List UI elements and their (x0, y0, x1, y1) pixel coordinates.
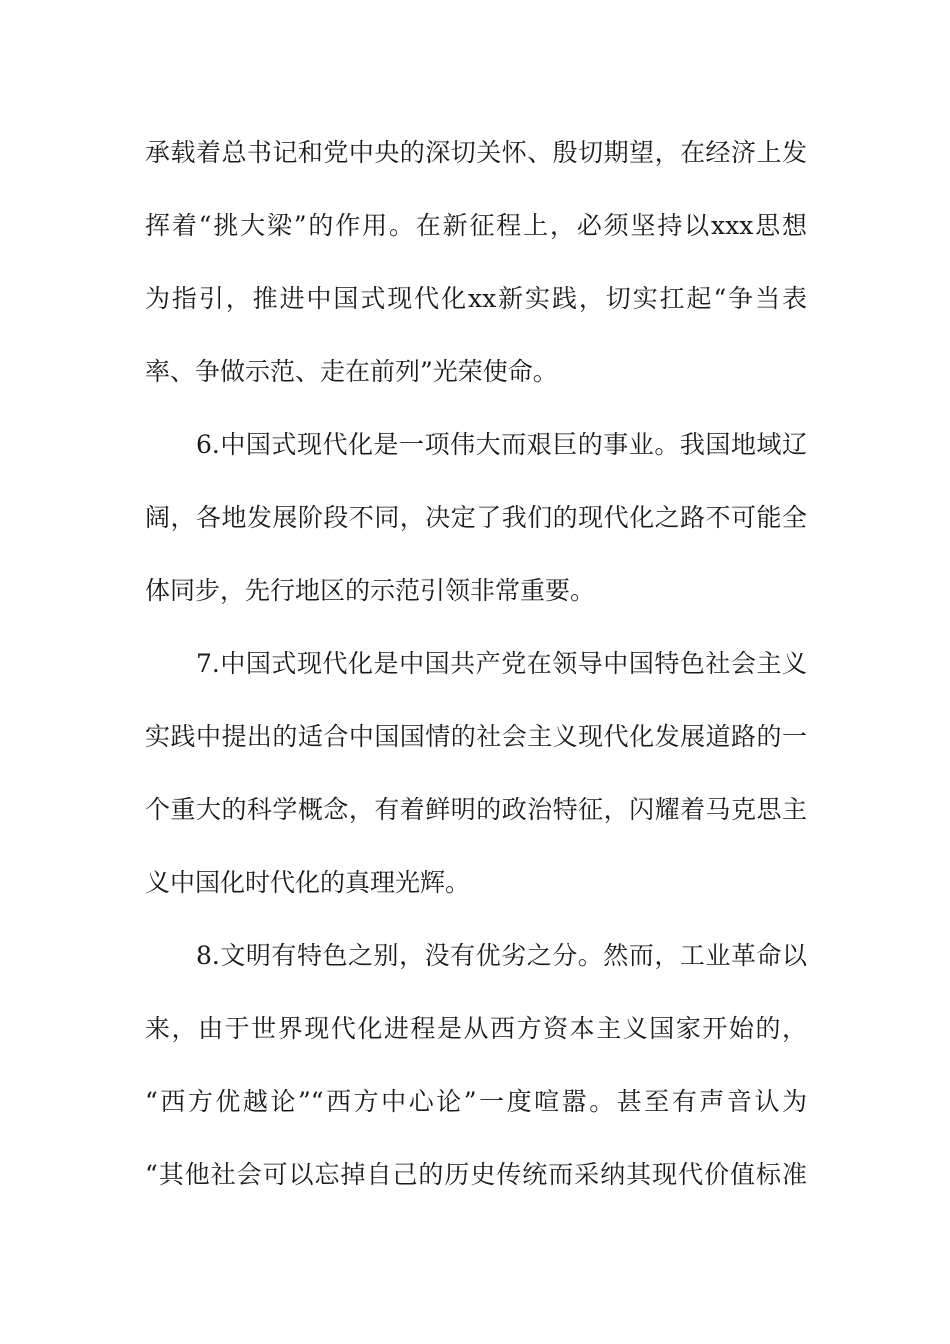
text-line: 为指引，推进中国式现代化xx新实践，切实扛起“争当表 (145, 284, 807, 313)
text-line: 来，由于世界现代化进程是从西方资本主义国家开始的， (145, 1014, 807, 1043)
paragraph-6-start: 6.中国式现代化是一项伟大而艰巨的事业。我国地域辽 (196, 430, 807, 459)
paragraph-8-start: 8.文明有特色之别，没有优劣之分。然而，工业革命以 (196, 941, 807, 970)
text-line: 实践中提出的适合中国国情的社会主义现代化发展道路的一 (145, 722, 807, 751)
text-line: 阔，各地发展阶段不同，决定了我们的现代化之路不可能全 (145, 503, 807, 532)
text-line: “其他社会可以忘掉自己的历史传统而采纳其现代价值标准 (145, 1160, 807, 1189)
text-line: 挥着“挑大梁”的作用。在新征程上，必须坚持以xxx思想 (145, 211, 807, 240)
text-line: “西方优越论”“西方中心论”一度喧嚣。甚至有声音认为 (145, 1087, 807, 1116)
text-line: 率、争做示范、走在前列”光荣使命。 (145, 357, 558, 386)
text-line: 体同步，先行地区的示范引领非常重要。 (145, 576, 596, 605)
text-line: 个重大的科学概念，有着鲜明的政治特征，闪耀着马克思主 (145, 795, 807, 824)
text-line: 承载着总书记和党中央的深切关怀、殷切期望，在经济上发 (145, 138, 807, 167)
text-line: 义中国化时代化的真理光辉。 (145, 868, 471, 897)
paragraph-7-start: 7.中国式现代化是中国共产党在领导中国特色社会主义 (196, 649, 807, 678)
